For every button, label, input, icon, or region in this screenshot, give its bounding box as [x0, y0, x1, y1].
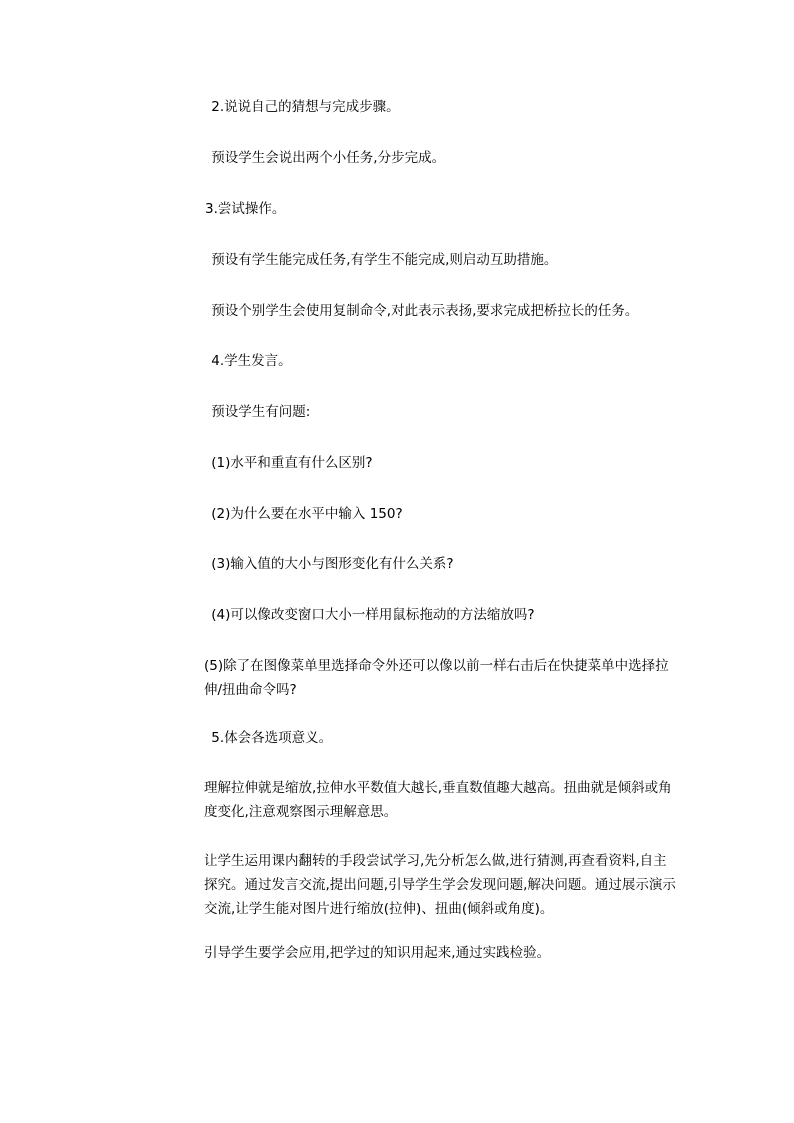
summary-paragraph: 让学生运用课内翻转的手段尝试学习,先分析怎么做,进行猜测,再查看资料,自主探究。通过发言交流,提出问题,引导学生学会发现问题,解决问题。通过展示演示交流,让学生能对图片进行缩放(拉伸)、扭曲(倾斜或角度)。 [204, 853, 676, 917]
question-2-text: (2)为什么要在水平中输入 150? [207, 506, 403, 522]
question-1-text: (1)水平和重直有什么区别? [207, 455, 373, 471]
question-4-text: (4)可以像改变窗口大小一样用鼠标拖动的方法缩放吗? [207, 607, 535, 623]
closing-paragraph: 引导学生要学会应用,把学过的知识用起来,通过实践检验。 [204, 945, 551, 961]
step-5-text: 5.体会各选项意义。 [207, 730, 333, 746]
step-3-text: 3.尝试操作。 [205, 201, 286, 217]
preset-questions-heading: 预设学生有问题: [207, 404, 311, 420]
preset-mutual-help-text: 预设有学生能完成任务,有学生不能完成,则启动互助措施。 [207, 252, 558, 268]
question-3-text: (3)输入值的大小与图形变化有什么关系? [207, 556, 454, 572]
step-4-text: 4.学生发言。 [207, 353, 292, 369]
question-5-text: (5)除了在图像菜单里选择命令外还可以像以前一样右击后在快捷菜单中选择拉伸/扭曲命令吗? [204, 658, 669, 698]
understanding-paragraph: 理解拉伸就是缩放,拉伸水平数值大越长,垂直数值趣大越高。扭曲就是倾斜或角度变化,注意观察图示理解意思。 [204, 780, 672, 820]
step-2-text: 2.说说自己的猜想与完成步骤。 [207, 99, 400, 115]
preset-copy-command-text: 预设个别学生会使用复制命令,对此表示表扬,要求完成把桥拉长的任务。 [207, 303, 639, 319]
preset-two-tasks-text: 预设学生会说出两个小任务,分步完成。 [207, 150, 446, 166]
